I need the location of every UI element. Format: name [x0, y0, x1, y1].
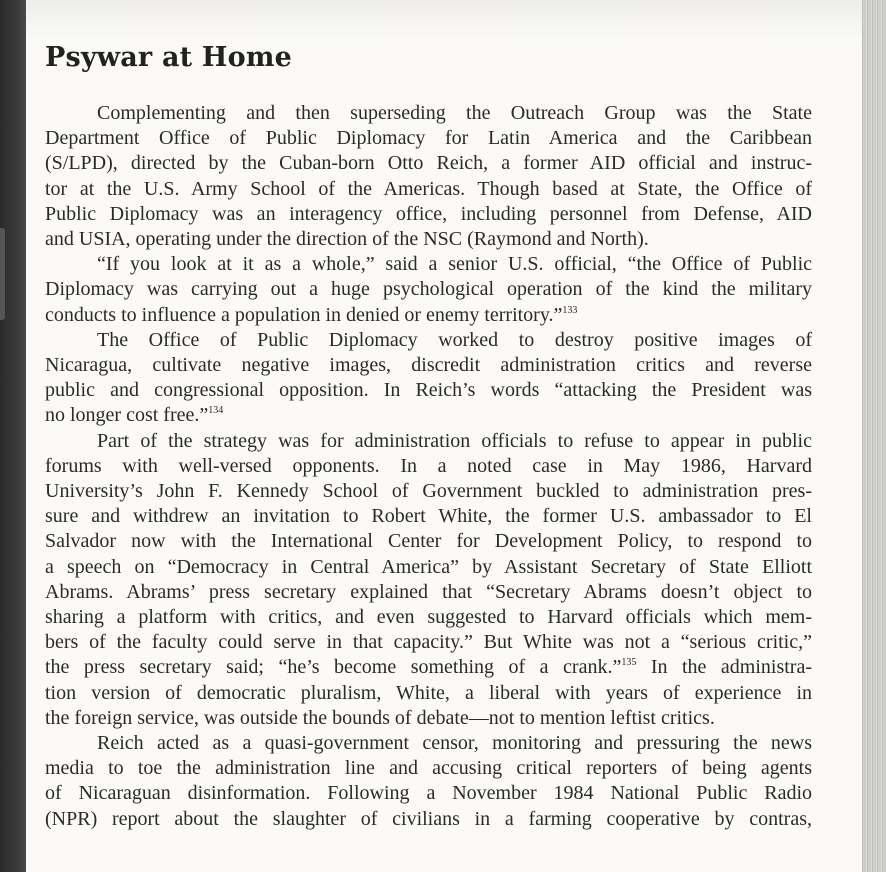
- text-line-content: a speech on “Democracy in Central America” by Assistant Secretary of State Elliott: [45, 555, 812, 578]
- text-line-content: The Office of Public Diplomacy worked to destroy positive images of: [97, 328, 812, 351]
- text-line: [45, 580, 812, 605]
- text-line: [97, 429, 812, 454]
- text-line-content: University’s John F. Kennedy School of Government buckled to administration pres-: [45, 480, 812, 502]
- text-line: [45, 529, 812, 554]
- document-page: [26, 0, 862, 872]
- text-line: [45, 353, 812, 378]
- text-line: [45, 504, 812, 529]
- text-line: [45, 277, 812, 302]
- text-line: [45, 706, 812, 731]
- page-top-bleed: [26, 0, 862, 40]
- text-line-content: tion version of democratic pluralism, White, a liberal with years of experience in: [45, 681, 812, 704]
- text-line: [45, 605, 812, 630]
- text-line-content: (NPR) report about the slaughter of civilians in a farming cooperative by contras,: [45, 807, 812, 830]
- text-line-content: Salvador now with the International Center for Development Policy, to respond to: [45, 530, 812, 553]
- text-line-content: Public Diplomacy was an interagency office, including personnel from Defense, AID: [45, 202, 812, 225]
- text-line: [45, 303, 812, 328]
- text-line-content: and USIA, operating under the direction of the NSC (Raymond and North).: [45, 228, 649, 250]
- text-line-content: Nicaragua, cultivate negative images, discredit administration critics and reverse: [45, 354, 812, 376]
- text-line: [45, 681, 812, 706]
- text-line-content: “If you look at it as a whole,” said a senior U.S. official, “the Office of Public: [97, 253, 812, 276]
- text-line: [97, 328, 812, 353]
- footnote-ref: 133: [562, 304, 578, 316]
- text-line-content: public and congressional opposition. In Reich’s words “attacking the President was: [45, 379, 812, 402]
- text-line-content: sure and withdrew an invitation to Robert White, the former U.S. ambassador to El: [45, 505, 812, 528]
- text-line-content: bers of the faculty could serve in that capacity.” But White was not a “serious critic,”: [45, 631, 812, 654]
- text-line-content: no longer cost free.”: [45, 404, 209, 427]
- text-line-content: conducts to influence a population in denied or enemy territory.”: [45, 303, 563, 326]
- text-line-content: Department Office of Public Diplomacy for Latin America and the Caribbean: [45, 127, 812, 150]
- text-line: [97, 101, 812, 126]
- footnote-ref: 135: [621, 657, 637, 669]
- text-line: [45, 177, 812, 202]
- text-line-content: of Nicaraguan disinformation. Following a November 1984 National Public Radio: [45, 782, 812, 805]
- text-line: [45, 756, 812, 781]
- text-line: [45, 202, 812, 227]
- text-line: [45, 479, 812, 504]
- text-line-tail: In the administra-: [636, 656, 812, 679]
- text-line-content: the press secretary said; “he’s become something of a crank.”: [45, 656, 622, 679]
- section-heading: Psywar at Home: [45, 42, 292, 73]
- text-line: [45, 378, 812, 403]
- text-line-content: forums with well-versed opponents. In a noted case in May 1986, Harvard: [45, 454, 812, 477]
- text-line: [45, 151, 812, 176]
- text-line-content: Part of the strategy was for administration officials to refuse to appear in public: [97, 429, 812, 452]
- text-line: [45, 655, 812, 680]
- text-line-content: tor at the U.S. Army School of the Americas. Though based at State, the Office of: [45, 177, 812, 200]
- text-line-content: Abrams. Abrams’ press secretary explained that “Secretary Abrams doesn’t object to: [45, 580, 812, 603]
- text-line: [45, 126, 812, 151]
- text-line: [45, 807, 812, 832]
- text-line: [45, 403, 812, 428]
- footnote-ref: 134: [208, 405, 224, 417]
- text-line-content: (S/LPD), directed by the Cuban-born Otto Reich, a former AID official and instruc-: [45, 152, 812, 175]
- text-line-content: media to toe the administration line and accusing critical reporters of being agents: [45, 757, 812, 780]
- text-line: [97, 252, 812, 277]
- text-line: [45, 454, 812, 479]
- text-line-content: the foreign service, was outside the bounds of debate—not to mention leftist critics.: [45, 706, 715, 729]
- text-line-content: Reich acted as a quasi-government censor, monitoring and pressuring the news: [97, 732, 812, 754]
- scanner-left-edge: [0, 0, 26, 872]
- text-line-content: sharing a platform with critics, and even suggested to Harvard officials which mem-: [45, 606, 812, 628]
- text-line: [97, 731, 812, 756]
- text-line-content: Diplomacy was carrying out a huge psychological operation of the kind the military: [45, 278, 812, 301]
- text-line: [45, 630, 812, 655]
- text-line: [45, 555, 812, 580]
- left-edge-tab: [0, 228, 5, 320]
- text-line: [45, 227, 812, 252]
- page-stack-edge: [862, 0, 886, 872]
- text-line: [45, 781, 812, 806]
- text-line-content: Complementing and then superseding the Outreach Group was the State: [97, 102, 812, 124]
